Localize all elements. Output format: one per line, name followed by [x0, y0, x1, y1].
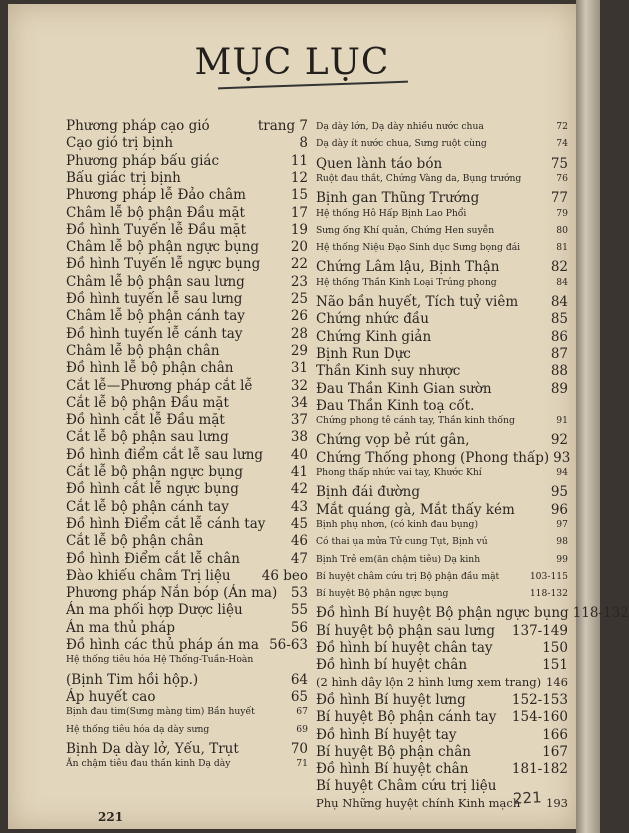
- toc-entry-page: 55: [290, 602, 308, 619]
- toc-entry-title: Cắt lễ bộ phận Đầu mặt: [66, 394, 229, 411]
- toc-entry-title: Bịnh phụ nhơn, (có kinh đau bụng): [316, 518, 479, 530]
- toc-entry-title: Hệ thống tiêu hóa dạ dày sưng: [66, 723, 210, 735]
- toc-entry: [316, 173, 568, 184]
- toc-entry: [66, 551, 308, 567]
- toc-entry: [316, 692, 568, 708]
- toc-entry: [66, 758, 308, 769]
- toc-entry: [316, 571, 568, 582]
- toc-entry-title: Đào khiếu châm Trị liệu: [66, 567, 231, 584]
- toc-entry: [66, 447, 308, 463]
- toc-entry-title: Phong thấp nhức vai tay, Khước Khí: [316, 467, 482, 478]
- toc-entry-title: Bịnh gan Thũng Trướng: [316, 190, 480, 207]
- toc-entry: [316, 138, 568, 149]
- toc-entry-title: Phương pháp cạo gió: [66, 118, 210, 134]
- toc-entry-page: trang 7: [257, 118, 308, 134]
- toc-entry: [316, 675, 568, 689]
- toc-entry-page: 20: [290, 239, 308, 256]
- toc-entry-title: Đồ hình bí huyệt chân tay: [316, 640, 493, 656]
- toc-entry-page: 118-132: [529, 588, 568, 600]
- toc-entry-title: Ruột đau thắt, Chứng Vàng da, Bụng trướng: [316, 172, 522, 184]
- toc-entry-page: 93: [553, 449, 571, 466]
- toc-entry-title: Hệ thống Thần Kinh Loại Trúng phong: [316, 276, 497, 288]
- toc-entry-title: Chứng nhức đầu: [316, 311, 429, 328]
- book-spine: [576, 0, 600, 833]
- toc-entry-page: 64: [290, 671, 308, 688]
- toc-entry: [66, 568, 308, 584]
- toc-entry: [66, 153, 308, 169]
- toc-entry: [316, 398, 568, 414]
- toc-entry-page: 72: [556, 121, 568, 132]
- toc-entry-page: 22: [290, 256, 308, 273]
- toc-entry-title: Đau Thần Kinh Gian sườn: [316, 380, 492, 397]
- toc-entry-page: 91: [556, 415, 568, 427]
- toc-entry-page: 167: [542, 743, 568, 760]
- toc-entry: [316, 605, 629, 622]
- toc-entry-page: 80: [556, 224, 568, 236]
- toc-entry-title: Đồ hình điểm cắt lễ sau lưng: [66, 446, 264, 463]
- toc-entry-page: 17: [290, 204, 308, 221]
- toc-entry-page: 34: [290, 394, 308, 411]
- toc-entry-title: Thần Kinh suy nhược: [316, 363, 461, 380]
- toc-entry-title: Đồ hình Bí huyệt lưng: [316, 691, 466, 708]
- toc-entry-title: Châm lễ bộ phận cánh tay: [66, 308, 245, 325]
- toc-entry-title: Não bần huyết, Tích tuỷ viêm: [316, 294, 519, 310]
- toc-entry-page: 56-63: [269, 637, 308, 653]
- toc-entry-title: Bịnh đau tim(Sưng màng tim) Bần huyết: [66, 706, 255, 718]
- toc-entry: [66, 672, 308, 688]
- toc-entry: [66, 274, 308, 290]
- toc-entry-title: Đồ hình lễ bộ phận chân: [66, 360, 234, 377]
- toc-entry-title: Đồ hình Điểm cắt lễ chân: [66, 550, 240, 567]
- toc-entry: [316, 311, 568, 327]
- toc-entry-title: Châm lễ bộ phận sau lưng: [66, 273, 245, 290]
- toc-entry: [316, 554, 568, 565]
- page-number: 221: [98, 810, 124, 824]
- toc-entry-title: Quen lành táo bón: [316, 155, 443, 172]
- toc-entry: [316, 484, 568, 500]
- toc-entry: [66, 118, 308, 134]
- toc-entry: [316, 294, 568, 310]
- toc-entry: [316, 242, 568, 253]
- toc-entry-title: Đồ hình tuyến lễ cánh tay: [66, 325, 243, 342]
- toc-entry-title: Chứng Kinh giản: [316, 328, 432, 345]
- toc-entry-title: Hệ thống tiêu hóa Hệ Thống-Tuần-Hoàn: [66, 654, 254, 666]
- toc-entry: [316, 329, 568, 345]
- toc-entry-page: 76: [556, 172, 568, 184]
- toc-entry-title: Châm lễ bộ phận Đầu mặt: [66, 204, 245, 221]
- toc-entry-title: Hệ thống Hô Hấp Bịnh Lao Phổi: [316, 207, 467, 219]
- toc-entry-title: Dạ dày lớn, Dạ dày nhiều nước chua: [316, 121, 484, 132]
- toc-entry-page: 193: [546, 795, 568, 810]
- toc-entry-page: 82: [550, 259, 568, 276]
- toc-entry-page: 32: [290, 377, 308, 394]
- toc-entry: [316, 502, 568, 518]
- toc-entry-page: 154-160: [511, 709, 568, 726]
- toc-entry-page: 29: [290, 342, 308, 359]
- toc-entry-page: 53: [290, 585, 308, 602]
- toc-entry-page: 87: [550, 345, 568, 362]
- toc-entry: [66, 239, 308, 255]
- toc-entry: [66, 637, 308, 653]
- toc-entry: [66, 205, 308, 221]
- toc-entry-title: Đồ hình bí huyệt chân: [316, 657, 468, 674]
- toc-entry-title: Hệ thống Niệu Đạo Sinh dục Sưng bọng đái: [316, 242, 521, 254]
- toc-entry-title: Đồ hình cắt lễ ngực bụng: [66, 481, 239, 498]
- toc-entry: [66, 256, 308, 272]
- toc-entry-page: 75: [550, 155, 568, 172]
- toc-entry-title: Áp huyết cao: [66, 688, 156, 705]
- toc-entry: [316, 588, 568, 599]
- toc-entry-page: 25: [290, 291, 308, 307]
- toc-entry: [66, 170, 308, 186]
- toc-entry-title: (Bịnh Tim hồi hộp.): [66, 671, 199, 688]
- toc-entry: [66, 533, 308, 549]
- toc-entry-page: 15: [290, 187, 308, 204]
- toc-entry-page: 28: [290, 325, 308, 342]
- toc-entry-title: Đồ hình tuyến lễ sau lưng: [66, 291, 243, 307]
- toc-entry-page: 98: [556, 536, 568, 548]
- toc-entry-page: 46 beo: [261, 567, 308, 584]
- toc-entry-page: 47: [290, 550, 308, 567]
- toc-entry-title: Chứng vọp bẻ rút gân,: [316, 432, 470, 449]
- toc-entry: [316, 640, 568, 656]
- toc-entry-page: 99: [556, 553, 568, 565]
- toc-entry: [316, 208, 568, 219]
- toc-entry: [66, 481, 308, 497]
- toc-entry-title: Bí huyệt Bộ phận cánh tay: [316, 709, 497, 726]
- toc-entry: [66, 706, 308, 717]
- toc-entry-title: Bịnh Dạ dày lở, Yếu, Trụt: [66, 740, 239, 757]
- toc-entry: [66, 654, 308, 665]
- handwritten-page-number: 221: [512, 788, 543, 808]
- toc-entry-title: Cạo gió trị bịnh: [66, 135, 174, 152]
- toc-entry-title: Phương pháp Nắn bóp (Án ma): [66, 585, 278, 602]
- toc-entry: [66, 187, 308, 203]
- toc-entry: [66, 378, 308, 394]
- toc-entry-page: 92: [550, 432, 568, 449]
- toc-entry-page: 31: [290, 360, 308, 377]
- toc-entry-title: Phương pháp lễ Đảo châm: [66, 187, 246, 204]
- toc-entry-title: Dạ dày ít nước chua, Sưng ruột cùng: [316, 138, 487, 150]
- toc-entry: [66, 499, 308, 515]
- page-title: MỤC LỤC: [194, 42, 390, 83]
- toc-entry: [66, 291, 308, 307]
- toc-entry-title: Bí huyệt châm cứu trị Bộ phận đầu mặt: [316, 570, 500, 582]
- toc-entry-title: Phụ Những huyệt chính Kinh mạch: [316, 795, 521, 810]
- toc-entry-page: 95: [550, 484, 568, 501]
- toc-entry-page: 86: [550, 328, 568, 345]
- toc-entry-page: 166: [542, 726, 568, 743]
- toc-entry-title: Đồ hình cắt lễ Đầu mặt: [66, 412, 225, 429]
- toc-entry-title: Cắt lễ bộ phận sau lưng: [66, 429, 229, 446]
- toc-entry-title: Ăn chậm tiêu đau thần kinh Dạ dày: [66, 758, 231, 770]
- toc-entry-page: 84: [550, 294, 568, 310]
- toc-entry: [316, 346, 568, 362]
- toc-entry: [66, 741, 308, 757]
- toc-entry: [66, 135, 308, 151]
- toc-entry-page: 89: [550, 380, 568, 397]
- toc-entry-title: Cắt lễ bộ phận chân: [66, 533, 204, 550]
- toc-entry: [316, 225, 568, 236]
- toc-entry-page: 71: [296, 758, 308, 770]
- toc-entry-title: Đau Thần Kinh toạ cốt.: [316, 397, 475, 414]
- toc-entry-page: 88: [550, 363, 568, 380]
- toc-entry: [66, 464, 308, 480]
- toc-entry-title: Đồ hình Bí huyệt Bộ phận ngực bụng: [316, 605, 569, 622]
- toc-entry-page: 79: [556, 207, 568, 219]
- toc-entry-title: Châm lễ bộ phận chân: [66, 342, 220, 359]
- toc-entry: [66, 326, 308, 342]
- toc-entry: [66, 620, 308, 636]
- toc-entry-page: 70: [290, 740, 308, 757]
- toc-entry-title: Đồ hình các thủ pháp án ma: [66, 637, 259, 653]
- toc-entry-page: 37: [290, 412, 308, 429]
- toc-entry: [316, 415, 568, 426]
- toc-entry-page: 85: [550, 311, 568, 328]
- toc-entry: [316, 657, 568, 673]
- toc-entry: [316, 190, 568, 206]
- toc-entry-title: Bịnh Run Dực: [316, 345, 411, 362]
- toc-entry-title: Đồ hình Bí huyệt tay: [316, 726, 457, 743]
- toc-entry: [66, 602, 308, 618]
- toc-entry: [316, 623, 568, 639]
- toc-entry-page: 150: [542, 640, 568, 656]
- toc-entry-title: Án ma thủ pháp: [66, 619, 176, 636]
- toc-entry-title: Sưng ống Khí quản, Chứng Hen suyễn: [316, 224, 495, 236]
- toc-entry-page: 46: [290, 533, 308, 550]
- toc-entry: [316, 709, 568, 725]
- toc-entry: [316, 727, 568, 743]
- toc-entry: [316, 449, 571, 466]
- toc-entry-title: Cắt lễ bộ phận ngực bụng: [66, 464, 243, 480]
- toc-entry-title: Mắt quáng gà, Mắt thấy kém: [316, 501, 515, 518]
- toc-entry-title: Bấu giác trị bịnh: [66, 169, 181, 186]
- toc-entry: [66, 395, 308, 411]
- toc-entry-page: 56: [290, 619, 308, 636]
- toc-entry: [66, 222, 308, 238]
- toc-entry-title: Bí huyệt Bộ phận ngực bụng: [316, 588, 449, 600]
- toc-entry: [316, 467, 568, 478]
- toc-entry-title: Cắt lễ—Phương pháp cắt lễ: [66, 377, 253, 394]
- toc-entry: [66, 429, 308, 445]
- toc-entry-page: 26: [290, 308, 308, 325]
- toc-entry-page: 118-132: [572, 605, 629, 622]
- toc-entry-title: Án ma phối hợp Dược liệu: [66, 602, 243, 619]
- toc-entry: [66, 585, 308, 601]
- toc-entry-page: 40: [290, 446, 308, 463]
- toc-entry-title: Có thai ụa mửa Tử cung Tụt, Bịnh vú: [316, 536, 488, 548]
- toc-entry-page: 152-153: [511, 691, 568, 708]
- toc-entry-title: Chứng Thống phong (Phong thấp): [316, 449, 550, 466]
- toc-entry-page: 19: [290, 221, 308, 238]
- toc-entry: [316, 744, 568, 760]
- book-page: [8, 4, 629, 829]
- toc-entry-title: Châm lễ bộ phận ngực bụng: [66, 239, 260, 256]
- toc-entry-title: Phương pháp bấu giác: [66, 152, 220, 169]
- toc-entry-page: 43: [290, 498, 308, 515]
- toc-entry-page: 38: [290, 429, 308, 446]
- toc-entry-title: Bí huyệt bộ phận sau lưng: [316, 622, 495, 639]
- toc-entry: [66, 689, 308, 705]
- toc-entry: [66, 724, 308, 735]
- toc-entry-title: Chứng Lâm lậu, Bịnh Thận: [316, 259, 500, 276]
- toc-entry-page: 42: [290, 481, 308, 498]
- toc-entry-page: 77: [550, 190, 568, 207]
- toc-entry-page: 94: [556, 467, 568, 478]
- toc-entry-page: 69: [296, 723, 308, 735]
- toc-entry-page: 181-182: [511, 761, 568, 778]
- toc-entry-title: Đồ hình Điểm cắt lễ cánh tay: [66, 515, 266, 532]
- toc-entry-title: Đồ hình Tuyến lễ ngực bụng: [66, 256, 261, 273]
- toc-entry: [316, 277, 568, 288]
- toc-entry: [316, 121, 568, 132]
- toc-entry: [316, 156, 568, 172]
- toc-entry: [66, 412, 308, 428]
- toc-entry-page: 137-149: [511, 622, 568, 639]
- toc-entry-title: Bí huyệt Bộ phận chân: [316, 743, 471, 760]
- toc-entry-title: Bịnh Trẻ em(ăn chậm tiêu) Dạ kinh: [316, 553, 481, 565]
- toc-entry-page: 65: [290, 688, 308, 705]
- toc-entry: [316, 381, 568, 397]
- toc-entry-page: 81: [556, 242, 568, 254]
- toc-entry: [316, 432, 568, 448]
- toc-entry-page: 151: [542, 657, 568, 674]
- toc-entry-page: 23: [290, 273, 308, 290]
- toc-entry-page: 41: [290, 464, 308, 480]
- toc-entry-title: Đồ hình Bí huyệt chân: [316, 761, 469, 778]
- toc-entry: [66, 343, 308, 359]
- toc-entry-title: Đồ hình Tuyến lễ Đầu mặt: [66, 221, 247, 238]
- toc-entry: [316, 536, 568, 547]
- toc-entry-title: (2 hình dây lộn 2 hình lưng xem trang): [316, 674, 542, 689]
- toc-entry: [316, 259, 568, 275]
- toc-entry-title: Bịnh đái đường: [316, 484, 421, 501]
- toc-entry-page: 74: [556, 138, 568, 150]
- toc-entry-page: 84: [556, 276, 568, 288]
- toc-entry-title: Cắt lễ bộ phận cánh tay: [66, 498, 229, 515]
- toc-entry-page: 146: [546, 674, 568, 689]
- toc-entry-title: Bí huyệt Châm cứu trị liệu: [316, 778, 497, 795]
- toc-entry: [316, 363, 568, 379]
- toc-entry: [66, 308, 308, 324]
- toc-entry: [316, 761, 568, 777]
- toc-entry-page: 103-115: [529, 570, 568, 582]
- toc-entry-page: 67: [296, 706, 308, 718]
- toc-entry-page: 8: [299, 135, 308, 152]
- toc-entry-page: 45: [290, 515, 308, 532]
- toc-entry: [66, 516, 308, 532]
- toc-entry-page: 12: [290, 169, 308, 186]
- toc-entry-page: 11: [290, 152, 308, 169]
- toc-entry-page: 97: [556, 518, 568, 530]
- toc-entry: [66, 360, 308, 376]
- toc-entry: [316, 519, 568, 530]
- toc-entry-title: Chứng phong tê cánh tay, Thần kinh thống: [316, 415, 515, 427]
- toc-entry-page: 96: [550, 501, 568, 518]
